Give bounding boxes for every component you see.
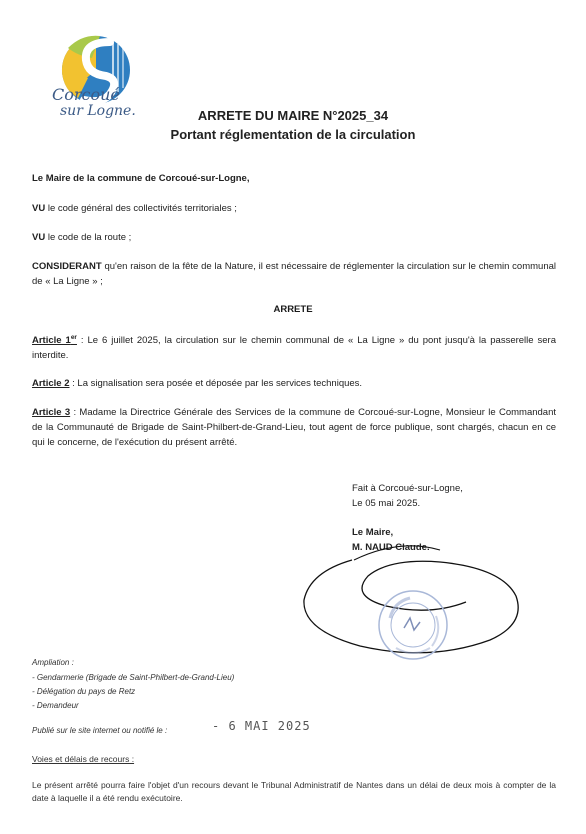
arrete-heading: ARRETE [273, 304, 313, 315]
publication-label: Publié sur le site internet ou notifié le : [32, 726, 168, 735]
considerant-paragraph [32, 259, 556, 289]
considerant-label: CONSIDERANT [32, 261, 102, 272]
document-subtitle: Portant réglementation de la circulation [170, 127, 416, 142]
signature-role-text: Le Maire, [352, 527, 394, 538]
article-3 [32, 405, 556, 450]
intro-line [32, 171, 556, 186]
considerant-text: qu'en raison de la fête de la Nature, il est nécessaire de réglementer la circulation sur le chemin communal de « La Ligne » ; [32, 261, 556, 287]
article-3-label: Article 3 [32, 407, 71, 418]
official-seal-icon [376, 588, 450, 662]
vu-label-2: VU [32, 232, 46, 243]
article-1-label [32, 335, 77, 346]
article-2 [32, 376, 556, 391]
vu-text-1: le code général des collectivités territoriales ; [45, 203, 237, 214]
vu-label-1: VU [32, 203, 46, 214]
ampliation-item: - Délégation du pays de Retz [32, 687, 136, 696]
logo-line-1: Corcoué [52, 85, 120, 104]
ampliation-item: - Demandeur [32, 701, 79, 710]
article-1 [32, 333, 556, 363]
signature-name-text: M. NAUD Claude. [352, 542, 430, 553]
recours-heading: Voies et délais de recours : [32, 754, 135, 764]
article-3-text: : Madame la Directrice Générale des Services de la commune de Corcoué-sur-Logne, Monsieur le Commandant de la Communauté de Brigade de Saint-Philbert-de-Grand-Lieu, tout agent de force publique, sont chargés, chacun en ce qui le concerne, de l'exécution du présent arrêté. [32, 407, 556, 448]
document-title: ARRETE DU MAIRE N°2025_34 [197, 108, 389, 123]
publication-date-stamp: - 6 MAI 2025 [212, 719, 311, 733]
article-2-text: : La signalisation sera posée et déposée par les services techniques. [69, 378, 363, 389]
vu-paragraph-1 [32, 201, 556, 216]
ampliation-item: - Gendarmerie (Brigade de Saint-Philbert-de-Grand-Lieu) [32, 673, 235, 682]
article-1-label-text: Article 1 [32, 335, 71, 346]
recours-text: Le présent arrêté pourra faire l'objet d'un recours devant le Tribunal Administratif de Nantes dans un délai de deux mois à compter de la date à laquelle il a été rendu exécutoire. [32, 780, 556, 803]
article-1-sup: er [70, 333, 77, 341]
vu-paragraph-2 [32, 230, 556, 245]
article-2-label: Article 2 [32, 378, 70, 389]
logo-line-2: sur Logne. [60, 103, 136, 119]
intro-text: Le Maire de la commune de Corcoué-sur-Logne, [32, 173, 250, 184]
vu-text-2: le code de la route ; [45, 232, 132, 243]
signature-place: Fait à Corcoué-sur-Logne, [352, 483, 463, 494]
signature-date: Le 05 mai 2025. [352, 498, 421, 509]
article-1-text: : Le 6 juillet 2025, la circulation sur le chemin communal de « La Ligne » du pont jusqu'à la passerelle sera interdite. [32, 335, 556, 361]
ampliation-heading: Ampliation : [32, 658, 74, 667]
